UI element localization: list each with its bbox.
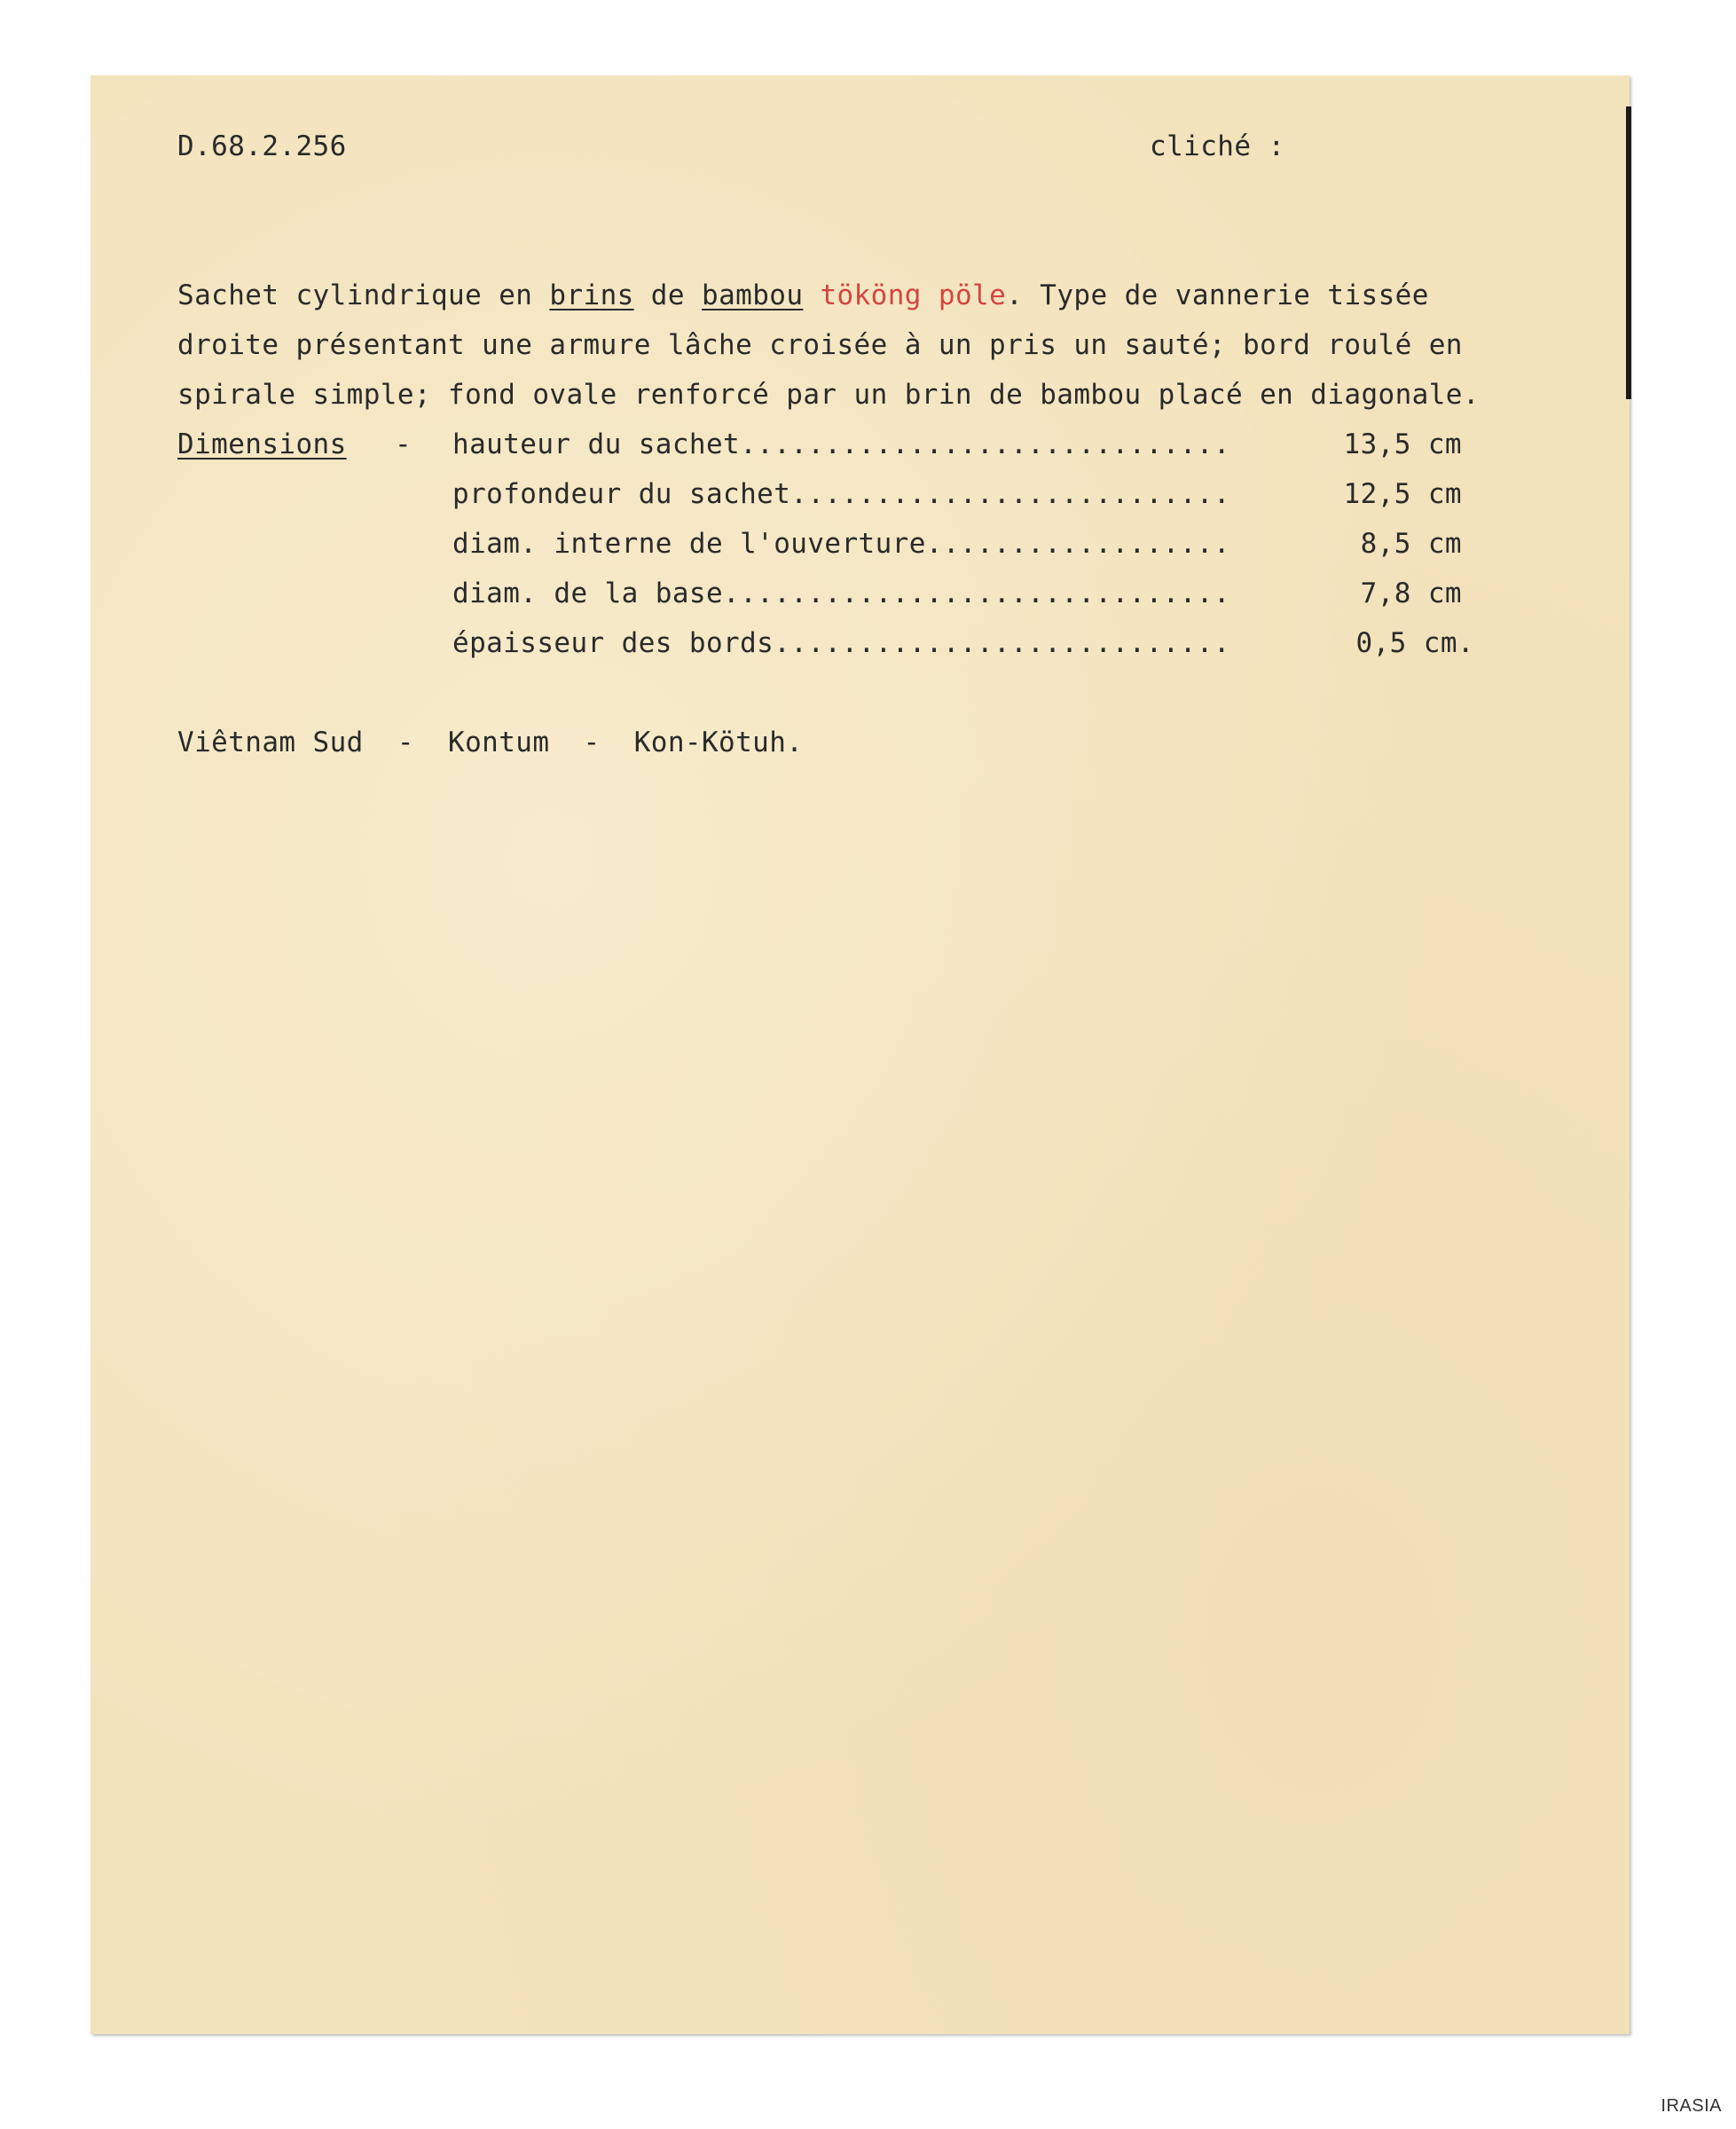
paper-sheet (90, 75, 1630, 2034)
location-line: Viêtnam Sud - Kontum - Kon-Kötuh. (177, 727, 804, 758)
dimension-row-label: profondeur du sachet.......................... (452, 478, 1230, 510)
dimension-row-value: 8,5 cm (1360, 528, 1462, 560)
dimension-row-label: hauteur du sachet............................. (452, 428, 1230, 460)
watermark-text: IRASIA (1661, 2096, 1722, 2116)
dimension-row-label: diam. de la base.............................. (452, 577, 1230, 609)
cliche-label: cliché : (1150, 130, 1285, 162)
underlined-word-brins: brins (549, 279, 634, 311)
dimension-row-label: épaisseur des bords........................... (452, 627, 1230, 659)
description-line-3: spirale simple; fond ovale renforcé par un brin de bambou placé en diagonale. (177, 379, 1480, 411)
dimension-row-label: diam. interne de l'ouverture.................. (452, 528, 1230, 560)
reference-number: D.68.2.256 (177, 130, 347, 162)
dimension-row-value: 0,5 cm. (1355, 627, 1474, 659)
dimensions-heading: Dimensions (177, 428, 347, 460)
description-line-1: Sachet cylindrique en brins de bambou tököng pöle. Type de vannerie tissée (177, 279, 1429, 311)
sheet-edge-shadow (1626, 106, 1631, 399)
dimensions-dash: - (395, 428, 412, 460)
underlined-word-bambou: bambou (702, 279, 804, 311)
description-line-2: droite présentant une armure lâche croisée à un pris un sauté; bord roulé en (177, 329, 1463, 361)
dimension-row-value: 12,5 cm (1343, 478, 1462, 510)
dimension-row-value: 7,8 cm (1360, 577, 1462, 609)
dimension-row-value: 13,5 cm (1343, 428, 1462, 460)
native-term: tököng pöle (820, 279, 1007, 311)
